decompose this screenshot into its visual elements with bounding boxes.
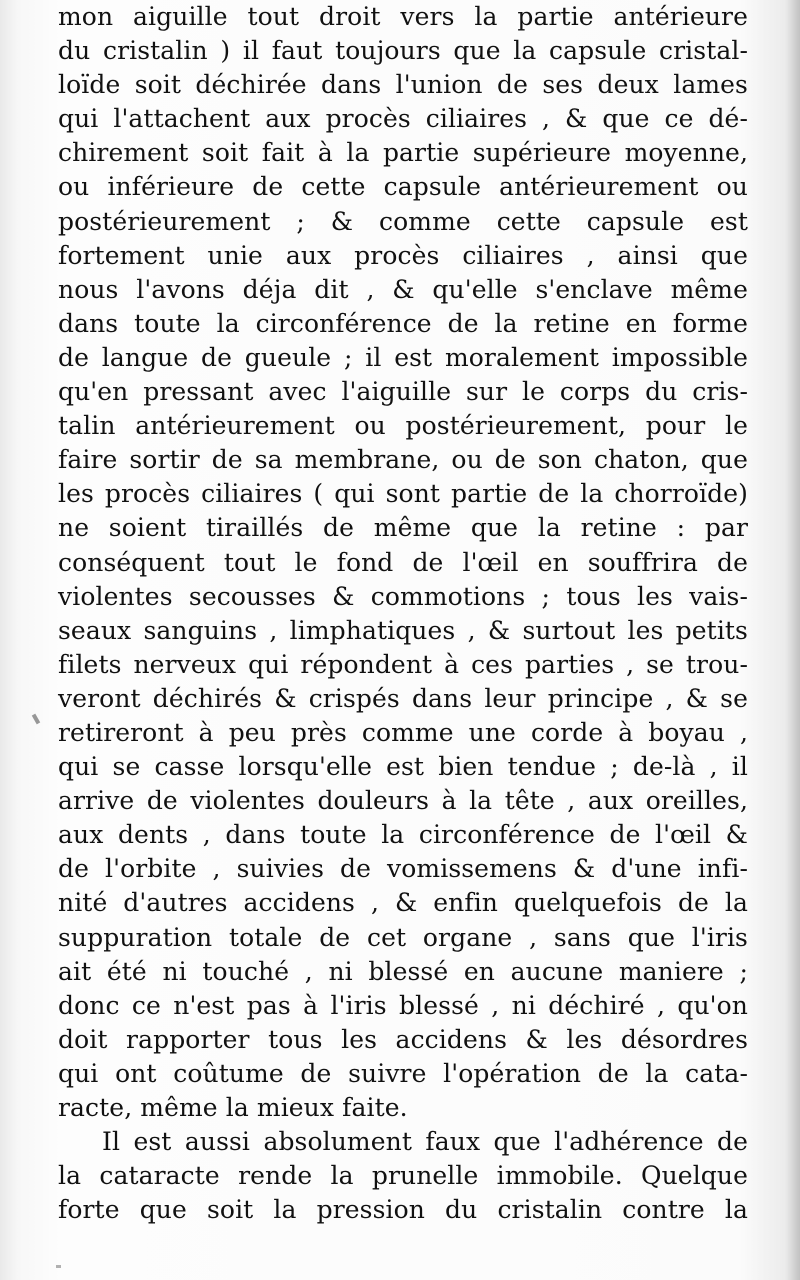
text-line: les procès ciliaires ( qui sont partie de la chorroïde) bbox=[58, 479, 748, 509]
text-line: ait été ni touché , ni blessé en aucune maniere ; bbox=[58, 956, 748, 986]
text-line: arrive de violentes douleurs à la tête , aux oreilles, bbox=[58, 786, 748, 816]
text-line: ne soient tiraillés de même que la retine : par bbox=[58, 513, 748, 543]
text-line: dans toute la circonférence de la retine en forme bbox=[58, 308, 748, 338]
text-line: seaux sanguins , limphatiques , & surtout les petits bbox=[58, 615, 748, 645]
text-line: fortement unie aux procès ciliaires , ainsi que bbox=[58, 240, 748, 270]
text-line: postérieurement ; & comme cette capsule est bbox=[58, 206, 748, 236]
text-line: chirement soit fait à la partie supérieure moyenne, bbox=[58, 138, 748, 168]
text-line: veront déchirés & crispés dans leur principe , & se bbox=[58, 683, 748, 713]
text-line: qu'en pressant avec l'aiguille sur le corps du cris- bbox=[58, 377, 748, 407]
text-line: retireront à peu près comme une corde à boyau , bbox=[58, 717, 748, 747]
text-line: qui ont coûtume de suivre l'opération de la cata- bbox=[58, 1058, 748, 1088]
text-line: conséquent tout le fond de l'œil en souffrira de bbox=[58, 547, 748, 577]
text-line: ou inférieure de cette capsule antérieurement ou bbox=[58, 172, 748, 202]
text-line: racte, même la mieux faite. bbox=[58, 1093, 408, 1122]
text-line: aux dents , dans toute la circonférence de l'œil & bbox=[58, 820, 748, 850]
ink-speck bbox=[32, 714, 40, 725]
text-line: talin antérieurement ou postérieurement, pour le bbox=[58, 411, 748, 441]
text-line: de l'orbite , suivies de vomissemens & d'une infi- bbox=[58, 854, 748, 884]
text-line: qui se casse lorsqu'elle est bien tendue ; de-là , il bbox=[58, 752, 748, 782]
page-text bbox=[58, 0, 748, 1227]
text-line: de langue de gueule ; il est moralement impossible bbox=[58, 342, 748, 372]
text-line: violentes secousses & commotions ; tous les vais- bbox=[58, 581, 748, 611]
text-line: nous l'avons déja dit , & qu'elle s'enclave même bbox=[58, 274, 748, 304]
text-line: la cataracte rende la prunelle immobile. Quelque bbox=[58, 1161, 748, 1191]
text-line: loïde soit déchirée dans l'union de ses deux lames bbox=[58, 70, 748, 100]
text-line: donc ce n'est pas à l'iris blessé , ni déchiré , qu'on bbox=[58, 990, 748, 1020]
text-line: doit rapporter tous les accidens & les désordres bbox=[58, 1024, 748, 1054]
text-line: mon aiguille tout droit vers la partie antérieure bbox=[58, 2, 748, 31]
page-edge-shadow bbox=[786, 0, 800, 1280]
text-line: nité d'autres accidens , & enfin quelquefois de la bbox=[58, 888, 748, 918]
ink-speck bbox=[56, 1265, 61, 1268]
text-line: suppuration totale de cet organe , sans que l'iris bbox=[58, 922, 748, 952]
text-line: forte que soit la pression du cristalin contre la bbox=[58, 1195, 748, 1225]
text-line: filets nerveux qui répondent à ces parties , se trou- bbox=[58, 649, 748, 679]
text-line: faire sortir de sa membrane, ou de son chaton, que bbox=[58, 445, 748, 475]
text-line: qui l'attachent aux procès ciliaires , & que ce dé- bbox=[58, 104, 748, 134]
paragraph-first-line: Il est aussi absolument faux que l'adhérence de bbox=[102, 1127, 748, 1157]
text-line: du cristalin ) il faut toujours que la capsule cristal- bbox=[58, 36, 748, 66]
